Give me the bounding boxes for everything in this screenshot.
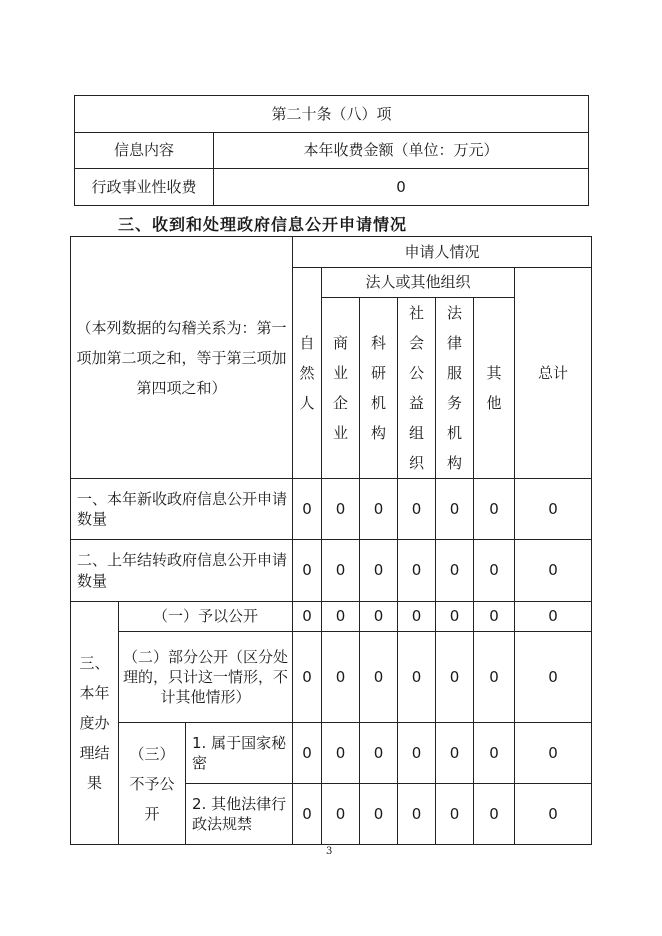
cell-value: 0 — [515, 602, 592, 632]
col-legal-service-label: 法律服务机构 — [447, 304, 463, 472]
cell-value: 0 — [474, 723, 515, 784]
cell-value: 0 — [360, 602, 398, 632]
col-legal-service — [436, 298, 474, 479]
table-row — [71, 479, 592, 540]
cell-value: 0 — [293, 479, 322, 540]
cell-value: 0 — [474, 479, 515, 540]
cell-value: 0 — [360, 540, 398, 602]
cell-value: 0 — [436, 602, 474, 632]
col-social-welfare-label: 社会公益组织 — [409, 304, 425, 472]
cell-value: 0 — [322, 784, 360, 845]
page-number: 3 — [326, 846, 333, 857]
col-research — [360, 298, 398, 479]
row-label: （二）部分公开（区分处理的，只计这一情形，不计其他情形） — [119, 632, 293, 723]
table-row — [71, 723, 592, 784]
fee-col-amount-label: 本年收费金额（单位：万元） — [214, 133, 589, 169]
section-heading: 三、收到和处理政府信息公开申请情况 — [118, 215, 408, 234]
cell-value: 0 — [322, 540, 360, 602]
fee-row-label: 行政事业性收费 — [75, 169, 214, 206]
cell-value: 0 — [322, 632, 360, 723]
cell-value: 0 — [474, 540, 515, 602]
cell-value: 0 — [360, 723, 398, 784]
fee-table — [74, 95, 589, 206]
cell-value: 0 — [360, 632, 398, 723]
section3-cell — [71, 602, 119, 845]
cell-value: 0 — [474, 602, 515, 632]
table-row — [71, 632, 592, 723]
cell-value: 0 — [360, 479, 398, 540]
section3-label: 三、本年度办理结果 — [79, 654, 110, 792]
cell-value: 0 — [515, 632, 592, 723]
cell-value: 0 — [398, 479, 436, 540]
table-row — [71, 602, 592, 632]
cell-value: 0 — [293, 632, 322, 723]
table-row — [71, 540, 592, 602]
col-social-welfare — [398, 298, 436, 479]
col-other — [474, 298, 515, 479]
col-commercial — [322, 298, 360, 479]
col-research-label: 科研机构 — [371, 334, 387, 442]
cell-value: 0 — [322, 723, 360, 784]
cell-value: 0 — [398, 723, 436, 784]
cell-value: 0 — [515, 784, 592, 845]
col-other-label: 其他 — [486, 364, 502, 412]
cell-value: 0 — [293, 784, 322, 845]
cell-value: 0 — [398, 632, 436, 723]
row-label: 2. 其他法律行政法规禁 — [186, 784, 293, 845]
cell-value: 0 — [515, 479, 592, 540]
row-label: 二、上年结转政府信息公开申请数量 — [71, 540, 293, 602]
fee-col-info-label: 信息内容 — [75, 133, 214, 169]
cell-value: 0 — [293, 540, 322, 602]
cell-value: 0 — [322, 602, 360, 632]
application-table — [70, 236, 592, 845]
applicant-header: 申请人情况 — [293, 237, 592, 268]
fee-row-value: 0 — [214, 169, 589, 206]
relation-note: （本列数据的勾稽关系为：第一项加第二项之和，等于第三项加第四项之和） — [76, 318, 287, 397]
col-natural-person-label: 自然人 — [299, 334, 315, 412]
col-natural-person — [293, 268, 322, 479]
note-cell — [71, 237, 293, 479]
cell-value: 0 — [436, 540, 474, 602]
withhold-label: （三）不予公开 — [129, 744, 175, 823]
fee-table-header: 第二十条（八）项 — [75, 96, 589, 133]
cell-value: 0 — [398, 602, 436, 632]
cell-value: 0 — [436, 632, 474, 723]
cell-value: 0 — [515, 723, 592, 784]
row-label: 1. 属于国家秘密 — [186, 723, 293, 784]
legal-org-header: 法人或其他组织 — [322, 268, 515, 298]
cell-value: 0 — [436, 784, 474, 845]
col-commercial-label: 商业企业 — [333, 334, 349, 442]
cell-value: 0 — [436, 723, 474, 784]
withhold-cell — [119, 723, 186, 845]
cell-value: 0 — [293, 602, 322, 632]
row-label: （一）予以公开 — [119, 602, 293, 632]
row-label: 一、本年新收政府信息公开申请数量 — [71, 479, 293, 540]
cell-value: 0 — [474, 632, 515, 723]
cell-value: 0 — [322, 479, 360, 540]
cell-value: 0 — [398, 540, 436, 602]
col-total: 总计 — [515, 268, 592, 479]
cell-value: 0 — [293, 723, 322, 784]
cell-value: 0 — [398, 784, 436, 845]
cell-value: 0 — [515, 540, 592, 602]
cell-value: 0 — [436, 479, 474, 540]
cell-value: 0 — [474, 784, 515, 845]
cell-value: 0 — [360, 784, 398, 845]
